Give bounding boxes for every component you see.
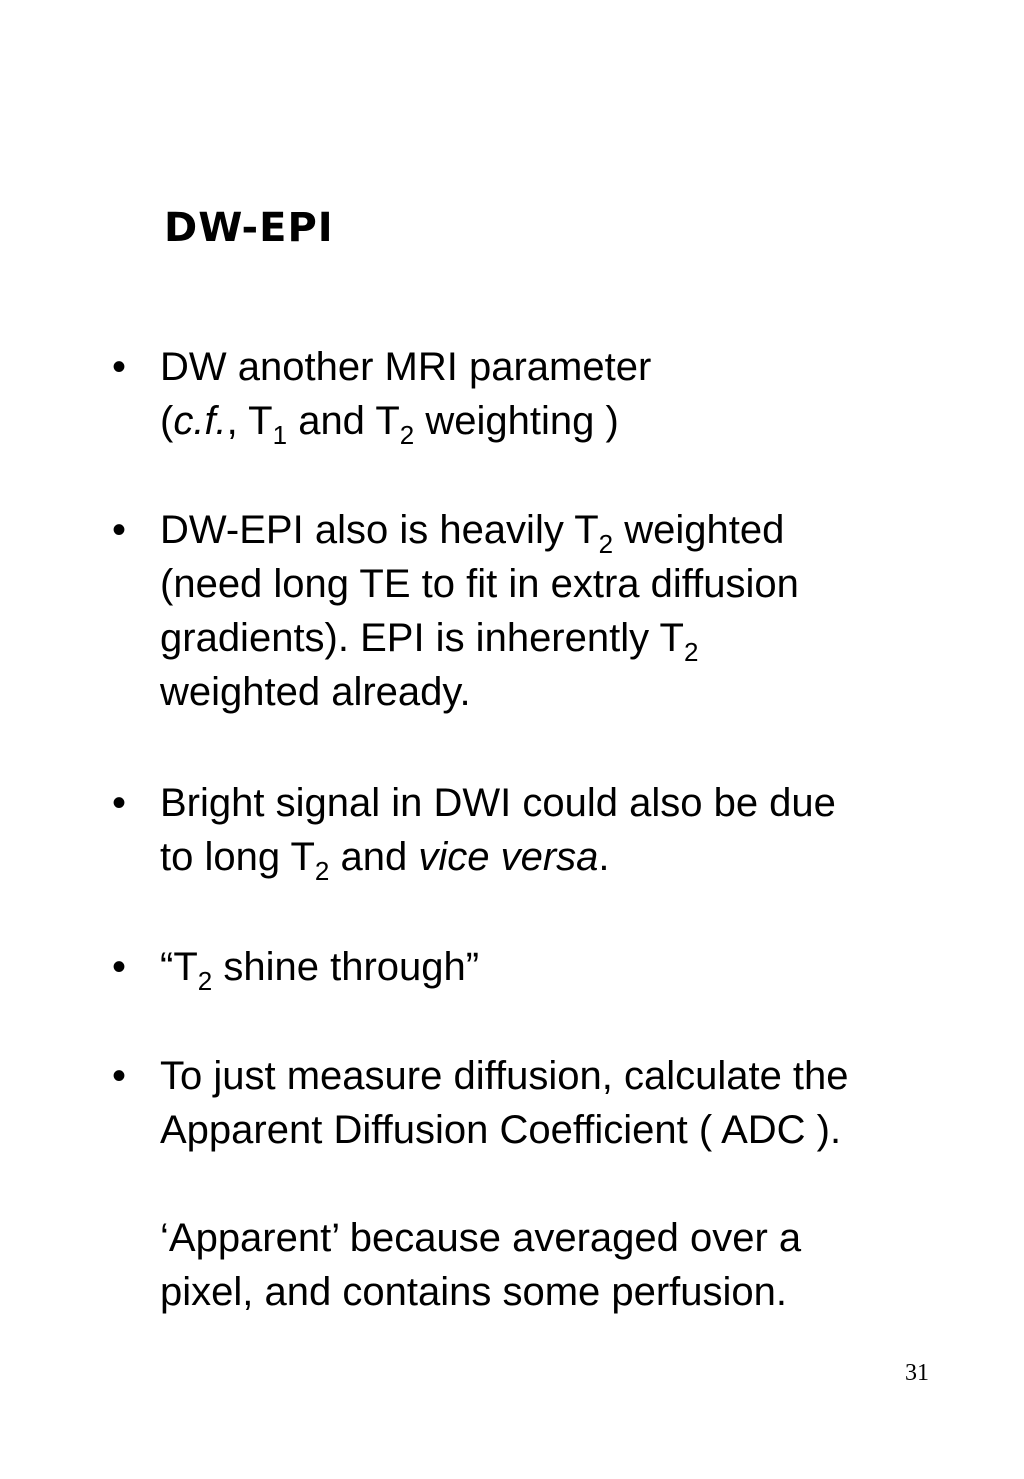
- bullet-icon: •: [112, 781, 127, 825]
- bullet-line: Apparent Diffusion Coefficient ( ADC ).: [160, 1108, 842, 1152]
- page-number: 31: [905, 1360, 929, 1386]
- bullet-text: [160, 503, 990, 719]
- bullet-line: weighted already.: [160, 670, 471, 714]
- text-run: shine through”: [212, 945, 480, 989]
- bullet-text: [160, 340, 990, 448]
- bullet-line: DW another MRI parameter: [160, 345, 652, 389]
- bullet-line: [160, 503, 990, 557]
- text-run: (: [160, 399, 174, 443]
- text-run: DW-EPI also is heavily T: [160, 508, 599, 552]
- subscript: 2: [683, 637, 699, 667]
- text-run: weighted: [613, 508, 785, 552]
- bullet-line: [160, 394, 990, 448]
- bullet-line: [160, 830, 990, 884]
- bullet-note-line: ‘Apparent’ because averaged over a: [160, 1216, 802, 1260]
- bullet-line: [160, 611, 990, 665]
- text-run: and: [329, 835, 419, 879]
- bullet-text: [160, 1049, 990, 1319]
- italic-text: c.f.: [173, 399, 227, 443]
- subscript: 2: [197, 966, 213, 996]
- text-run: weighting ): [414, 399, 619, 443]
- subscript: 2: [314, 856, 330, 886]
- text-run: .: [598, 835, 610, 879]
- italic-text: vice versa: [418, 835, 599, 879]
- bullet-line: To just measure diffusion, calculate the: [160, 1054, 849, 1098]
- text-run: to long T: [160, 835, 315, 879]
- bullet-icon: •: [112, 945, 127, 989]
- subscript: 2: [598, 529, 614, 559]
- bullet-line: (need long TE to fit in extra diffusion: [160, 562, 799, 606]
- subscript: 2: [399, 420, 415, 450]
- text-run: and T: [287, 399, 400, 443]
- bullet-icon: •: [112, 1054, 127, 1098]
- bullet-line: [160, 940, 990, 994]
- bullet-icon: •: [112, 345, 127, 389]
- slide-title: DW-EPI: [164, 205, 334, 251]
- bullet-icon: •: [112, 508, 127, 552]
- bullet-text: [160, 940, 990, 994]
- bullet-text: [160, 776, 990, 884]
- subscript: 1: [272, 420, 288, 450]
- text-run: gradients). EPI is inherently T: [160, 616, 684, 660]
- bullet-note-line: pixel, and contains some perfusion.: [160, 1270, 788, 1314]
- bullet-line: Bright signal in DWI could also be due: [160, 781, 836, 825]
- text-run: , T: [226, 399, 273, 443]
- text-run: “T: [160, 945, 198, 989]
